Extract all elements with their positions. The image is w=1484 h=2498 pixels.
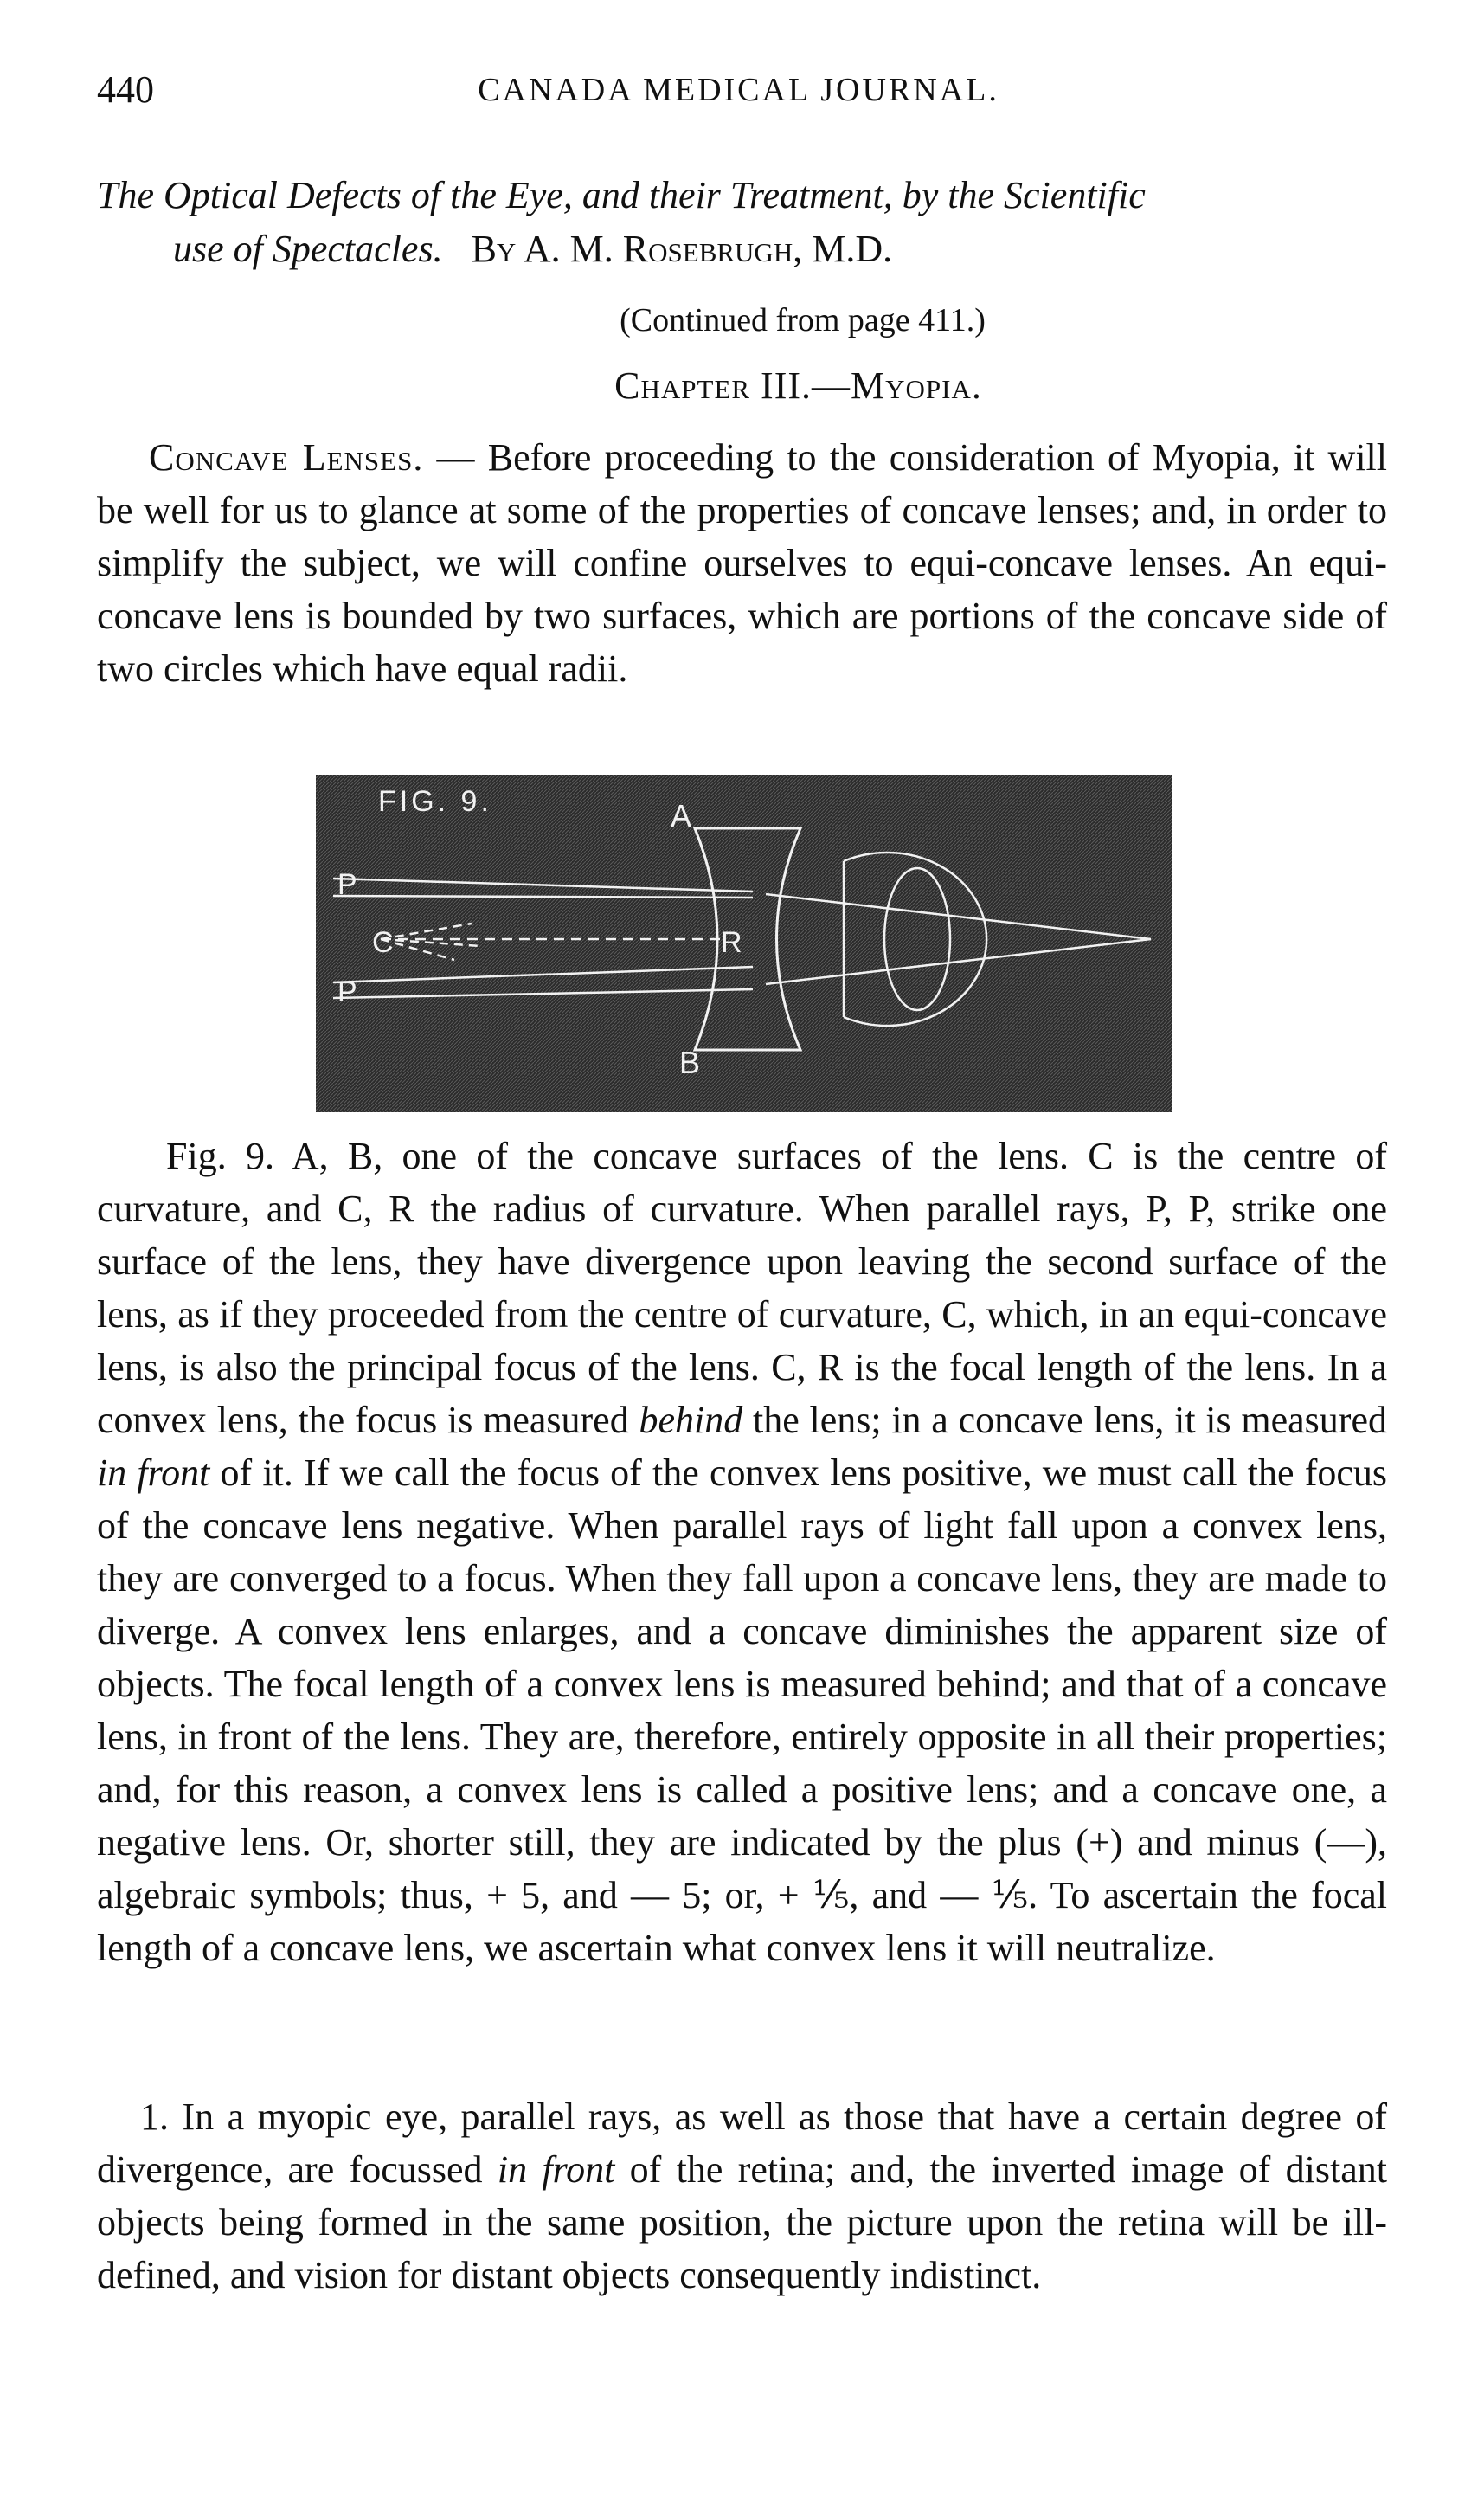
- caption-emphasis-in-front: in front: [97, 1452, 210, 1494]
- caption-text-2: the lens; in a concave lens, it is measured: [742, 1399, 1387, 1441]
- running-head: CANADA MEDICAL JOURNAL.: [478, 72, 999, 108]
- page-number: 440: [97, 68, 154, 111]
- figure-9: [316, 775, 1172, 1112]
- author-byline: By A. M. Rosebrugh, M.D.: [471, 228, 893, 270]
- chapter-heading: Chapter III.—Myopia.: [614, 364, 982, 407]
- figure-label: FIG. 9.: [378, 785, 492, 818]
- paragraph-concave-lenses: [97, 431, 1387, 695]
- paragraph2-text-1: 1. In a myopic eye, parallel rays, as well as those that have a certain degree of divergence, are focussed: [97, 2096, 1387, 2191]
- label-r: R: [721, 926, 742, 959]
- caption-text-3: of it. If we call the focus of the convex lens positive, we must call the focus of the concave lens negative. When parallel rays of light fall upon a convex lens, they are converged to a focus. When they fall upon a concave lens, they are made to diverge. A convex lens enlarges, and a concave diminishes the apparent size of objects. The focal length of a convex lens is measured behind; and that of a concave lens, in front of the lens. They are, therefore, entirely opposite in all their properties; and, for this reason, a convex lens is called a positive lens; and a concave one, a negative lens. Or, shorter still, they are indicated by the plus (+) and minus (—), algebraic symbols; thus, + 5, and — 5; or, + ⅕, and — ⅕. To ascertain the focal length of a concave lens, we ascertain what convex lens it will neutralize.: [97, 1452, 1387, 1969]
- figure-caption: [97, 1130, 1387, 1974]
- paragraph-lead: Concave Lenses.: [149, 436, 424, 479]
- caption-emphasis-behind: behind: [639, 1399, 743, 1441]
- title-line-2-text: use of Spectacles.: [173, 228, 443, 270]
- label-p-upper: P: [337, 868, 357, 901]
- lens-diagram: [316, 775, 1172, 1112]
- label-a: A: [671, 798, 692, 834]
- label-c: C: [372, 926, 394, 959]
- paragraph2-text-2: of the retina; and, the inverted image of distant objects being formed in the same position, the picture upon the retina will be ill-defined, and vision for distant objects consequently indistinct.: [97, 2148, 1387, 2296]
- label-p-lower: P: [337, 975, 357, 1008]
- title-line-2: [97, 222, 1387, 276]
- label-b: B: [679, 1045, 701, 1080]
- paragraph-myopic-eye: [97, 2090, 1387, 2302]
- page-header: [97, 68, 1380, 119]
- paragraph-text: — Before proceeding to the consideration of Myopia, it will be well for us to glance at some of the properties of concave lenses; and, in order to simplify the subject, we will confine ourselves to equi-concave lenses. An equi-concave lens is bounded by two surfaces, which are portions of the concave side of two circles which have equal radii.: [97, 436, 1387, 690]
- caption-text-1: Fig. 9. A, B, one of the concave surfaces of the lens. C is the centre of curvature, and C, R the radius of curvature. When parallel rays, P, P, strike one surface of the lens, they have divergence upon leaving the second surface of the lens, as if they proceeded from the centre of curvature, C, which, in an equi-concave lens, is also the principal focus of the lens. C, R is the focal length of the lens. In a convex lens, the focus is measured: [97, 1135, 1387, 1441]
- article-title: [97, 169, 1387, 276]
- continued-note: (Continued from page 411.): [620, 302, 986, 338]
- title-line-1: The Optical Defects of the Eye, and their Treatment, by the Scientific: [97, 174, 1146, 216]
- paragraph2-emphasis: in front: [497, 2148, 615, 2191]
